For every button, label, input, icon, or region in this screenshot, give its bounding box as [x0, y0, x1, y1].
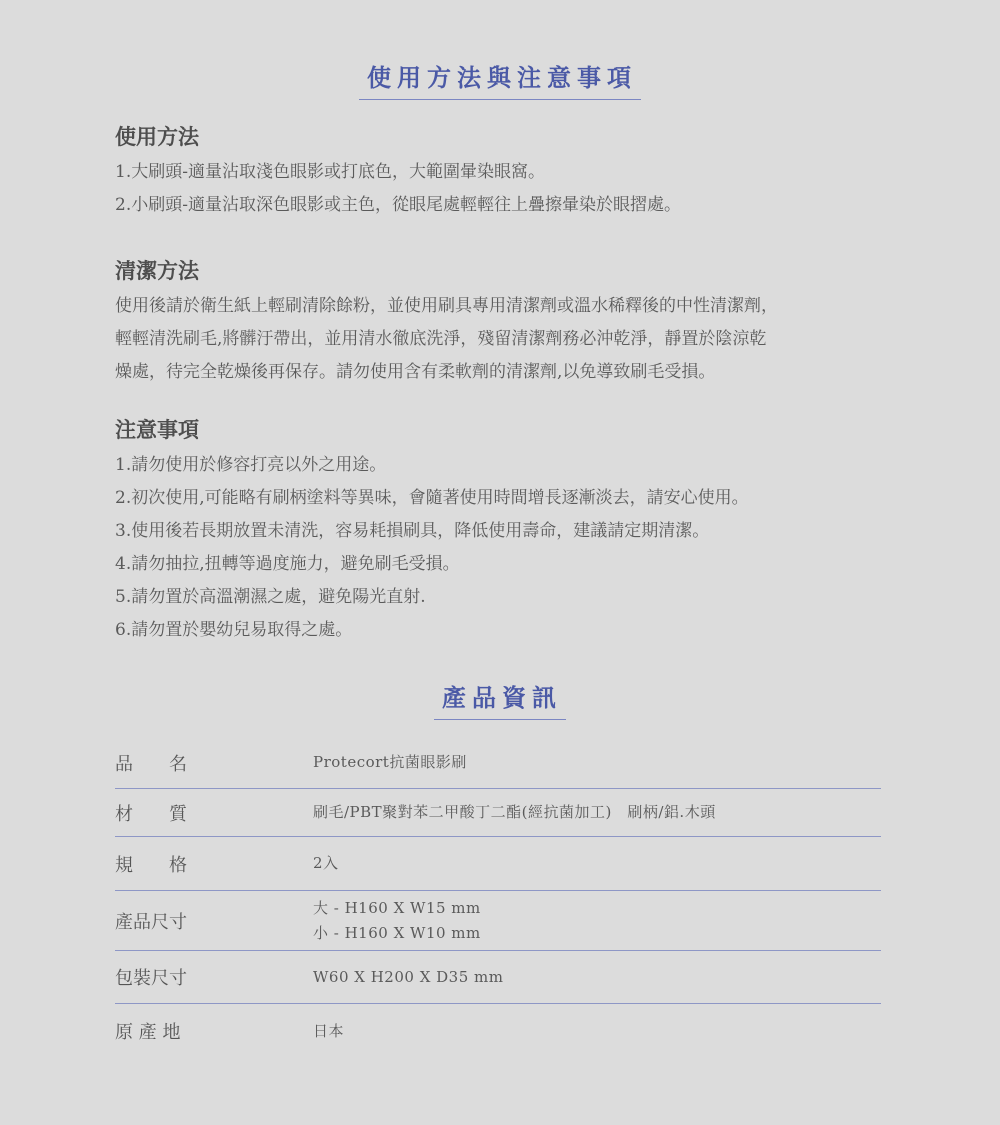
spec-value [313, 800, 881, 825]
spec-value-line: 大 - H160 X W15 mm [313, 898, 481, 917]
cleaning-heading: 清潔方法 [115, 258, 199, 283]
notes-heading: 注意事項 [115, 417, 199, 442]
usage-section-title-text: 使用方法與注意事項 [359, 58, 641, 100]
usage-block [115, 122, 915, 222]
notes-item: 2.初次使用,可能略有刷柄塗料等異味，會隨著使用時間增長逐漸淡去，請安心使用。 [115, 488, 749, 508]
spec-row-package-size [115, 951, 881, 1004]
spec-row-origin [115, 1004, 881, 1058]
notes-item: 3.使用後若長期放置未清洗，容易耗損刷具，降低使用壽命，建議請定期清潔。 [115, 521, 710, 541]
spec-row-material [115, 789, 881, 837]
product-section-title-text: 產品資訊 [434, 678, 566, 720]
spec-value [313, 965, 881, 990]
spec-table [115, 737, 881, 1058]
spec-value [313, 750, 881, 775]
cleaning-block [115, 256, 915, 389]
spec-value-line: 2入 [313, 854, 339, 872]
usage-item: 2.小刷頭-適量沾取深色眼影或主色，從眼尾處輕輕往上疊擦暈染於眼摺處。 [115, 195, 681, 215]
spec-value-line: 刷毛/PBT聚對苯二甲酸丁二酯(經抗菌加工) 刷柄/鋁.木頭 [313, 803, 716, 821]
cleaning-line: 輕輕清洗刷毛,將髒汙帶出，並用清水徹底洗淨，殘留清潔劑務必沖乾淨，靜置於陰涼乾 [115, 329, 767, 349]
notes-item: 6.請勿置於嬰幼兒易取得之處。 [115, 620, 353, 640]
spec-row-spec [115, 837, 881, 891]
spec-row-product-size [115, 891, 881, 951]
notes-item: 1.請勿使用於修容打亮以外之用途。 [115, 455, 387, 475]
cleaning-paragraph [115, 290, 905, 389]
spec-value-line: W60 X H200 X D35 mm [313, 967, 504, 986]
spec-value [313, 896, 881, 946]
usage-section-title [0, 58, 1000, 100]
spec-value [313, 1019, 881, 1044]
spec-value [313, 851, 881, 876]
usage-heading: 使用方法 [115, 124, 199, 149]
spec-label: 產品尺寸 [115, 911, 187, 933]
spec-label: 品 名 [115, 753, 187, 775]
spec-value-line: 日本 [313, 1021, 345, 1040]
spec-value-line: Protecort抗菌眼影刷 [313, 753, 467, 771]
cleaning-line: 使用後請於衛生紙上輕刷清除餘粉，並使用刷具專用清潔劑或溫水稀釋後的中性清潔劑， [115, 296, 778, 316]
spec-label: 原 產 地 [115, 1022, 181, 1043]
spec-label: 規 格 [115, 854, 187, 876]
notes-item: 4.請勿抽拉,扭轉等過度施力，避免刷毛受損。 [115, 554, 460, 574]
spec-row-name [115, 737, 881, 789]
spec-value-line: 小 - H160 X W10 mm [313, 923, 481, 942]
spec-label: 材 質 [115, 803, 187, 825]
product-section-title [0, 678, 1000, 720]
spec-label: 包裝尺寸 [115, 968, 187, 989]
usage-item: 1.大刷頭-適量沾取淺色眼影或打底色，大範圍暈染眼窩。 [115, 162, 545, 182]
cleaning-line: 燥處，待完全乾燥後再保存。請勿使用含有柔軟劑的清潔劑,以免導致刷毛受損。 [115, 362, 716, 382]
notes-item: 5.請勿置於高溫潮濕之處，避免陽光直射. [115, 587, 426, 607]
notes-block [115, 415, 915, 647]
